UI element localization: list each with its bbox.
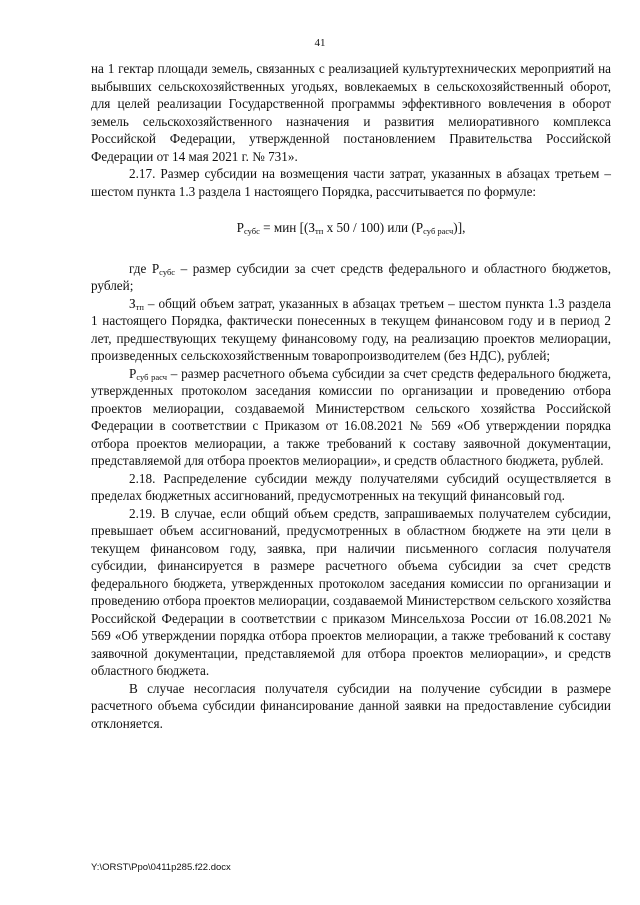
definition-z-tp-symbol: З [129, 295, 136, 311]
definition-r-sub-rasch [91, 365, 611, 470]
formula-mid: х 50 / 100) или (Р [323, 220, 424, 235]
paragraph-disagreement: В случае несогласия получателя субсидии на получение субсидии в размере расчетного объема субсидии финансирование данной заявки на предоставление субсидии отклоняется. [91, 680, 611, 731]
paragraph-2-17: 2.17. Размер субсидии на возмещения части затрат, указанных в абзацах третьем – шестом пункта 1.3 раздела 1 настоящего Порядка, рассчитывается по формуле: [91, 166, 611, 199]
formula-r2-sub: суб расч [423, 226, 454, 236]
definition-z-tp-text: – общий объем затрат, указанных в абзацах третьем – шестом пункта 1.3 раздела 1 настоящего Порядка, фактически понесенных в текущем финансовом году и в период 2 лет, предшествующих текущему финансовому году, на реализацию проектов мелиорации, произведенных сельскохозяйственным товаропроизводителем (без НДС), рублей; [91, 295, 611, 363]
footer-file-path: Y:\ORST\Ppo\0411p285.f22.docx [91, 862, 231, 873]
formula-eq: = мин [(З [259, 220, 316, 235]
definition-r-sub-rasch-sub: суб расч [136, 371, 167, 382]
subsidy-formula [91, 219, 611, 237]
paragraph-2-18: 2.18. Распределение субсидии между получателями субсидий осуществляется в пределах бюджетных ассигнований, предусмотренных на текущий финансовый год. [91, 470, 611, 503]
definition-r-subs-symbol: где Р [129, 260, 160, 276]
paragraph-2-19: 2.19. В случае, если общий объем средств, запрашиваемых получателем субсидии, превышает объем ассигнований, предусмотренных в областном бюджете на эти цели в текущем финансовом году, заявка, при наличии письменного согласия получателя субсидии, финансируется в размере расчетного объема субсидии за счет средств федерального бюджета, утвержденных протоколом заседания комиссии по организации и проведению отбора проектов мелиорации, создаваемой Министерством сельского хозяйства Российской Федерации в соответствии с приказом Минсельхоза России от 16.08.2021 № 569 «Об утверждении порядка отбора проектов мелиорации, а также требований к составу заявочной документации, представляемой для отбора проектов мелиорации», и средств областного бюджета. [91, 505, 611, 678]
formula-end: )], [453, 220, 466, 235]
page-number: 41 [314, 37, 326, 49]
formula-z-sub: тп [315, 226, 324, 236]
formula-r: Р [236, 220, 244, 235]
definition-r-subs [91, 260, 611, 295]
definition-r-sub-rasch-text: – размер расчетного объема субсидии за счет средств федерального бюджета, утвержденных протоколом заседания комиссии по организации и проведению отбора проектов мелиорации, создаваемой Министерством сельского хозяйства Российской Федерации в соответствии с Приказом от 16.08.2021 № 569 «Об утверждении порядка отбора проектов мелиорации, а также требований к составу заявочной документации, представляемой для отбора проектов мелиорации», и средств областного бюджета, рублей. [91, 365, 611, 468]
definition-r-subs-sub: субс [159, 266, 176, 277]
definition-r-sub-rasch-symbol: Р [129, 365, 137, 381]
formula-r-sub: субс [243, 226, 260, 236]
document-body [91, 60, 611, 732]
definition-r-subs-text: – размер субсидии за счет средств федерального и областного бюджетов, рублей; [91, 260, 611, 293]
definition-z-tp-sub: тп [135, 301, 144, 312]
paragraph-continuation: на 1 гектар площади земель, связанных с реализацией культуртехнических мероприятий на выбывших сельскохозяйственных угодьях, вовлекаемых в сельскохозяйственный оборот, для целей реализации Государственной программы эффективного вовлечения в оборот земель сельскохозяйственного назначения и развития мелиоративного комплекса Российской Федерации, утвержденной постановлением Правительства Российской Федерации от 14 мая 2021 г. № 731». [91, 61, 611, 164]
definition-z-tp [91, 295, 611, 365]
